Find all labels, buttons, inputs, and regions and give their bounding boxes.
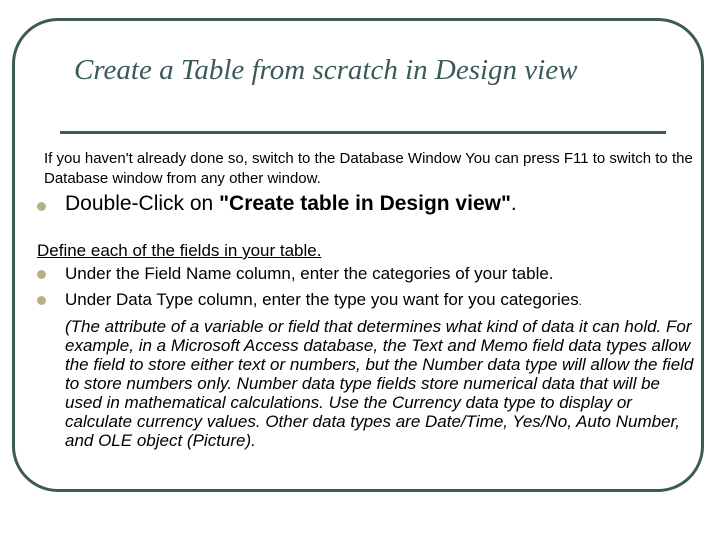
list-item: Under the Field Name column, enter the categories of your table. <box>65 264 554 283</box>
data-type-note: (The attribute of a variable or field that determines what kind of data it can hold. For example, in a Microsoft Access database, the Text and Memo field data types allow the field to store either text or numbers, but the Number data type will allow the field to store numbers only. Number data type fields store numerical data that will be used in mathematical calculations. Use the Currency data type to display or calculate currency values. Other data types are Date/Time, Yes/No, Auto Number, and OLE object (Picture). <box>65 317 694 450</box>
bullet-icon <box>37 202 46 211</box>
define-heading: Define each of the fields in your table. <box>37 241 322 260</box>
step-bold-text: "Create table in Design view" <box>219 192 511 215</box>
intro-text: If you haven't already done so, switch to the Database Window You can press F11 to switch to the Database window from any other window. <box>44 150 693 187</box>
step-instruction <box>65 191 517 217</box>
bullet-icon <box>37 270 46 279</box>
step-suffix: . <box>510 192 517 215</box>
list-item-text: Under Data Type column, enter the type you want for you categories <box>65 290 579 309</box>
list-item-period: . <box>578 296 582 308</box>
list-item <box>65 290 582 312</box>
slide-title: Create a Table from scratch in Design view <box>74 54 578 86</box>
bullet-icon <box>37 296 46 305</box>
step-prefix: Double-Click on <box>65 192 220 215</box>
title-underline <box>60 131 666 134</box>
